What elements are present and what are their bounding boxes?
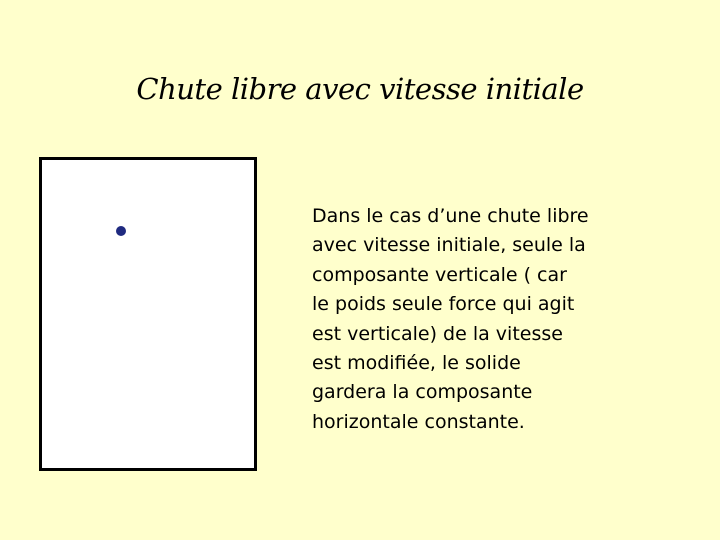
ball [116, 226, 126, 236]
explanation-text: Dans le cas d’une chute libre avec vitesse initiale, seule la composante verticale ( car le poids seule force qui agit est verticale) de la vitesse est modifiée, le solide gardera la composante horizontale constante. [312, 205, 589, 433]
animation-box [39, 157, 257, 471]
slide-title: Chute libre avec vitesse initiale [136, 72, 584, 106]
